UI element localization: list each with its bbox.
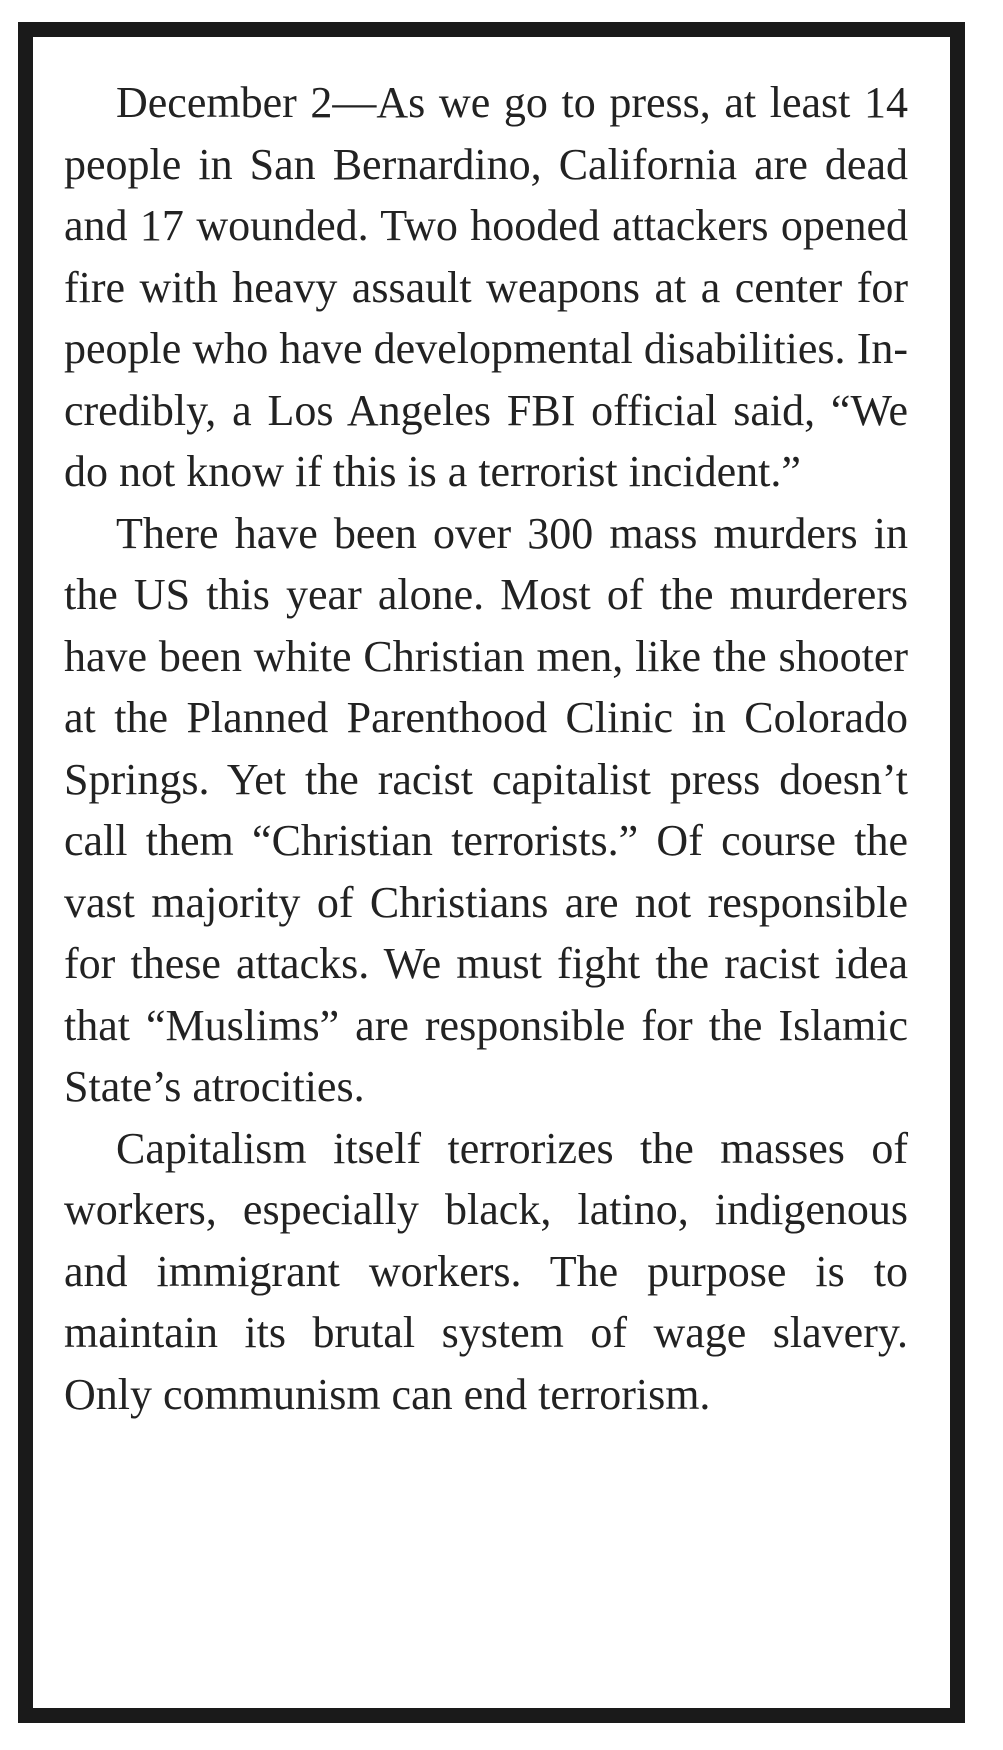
paragraph-1: December 2—As we go to press, at least 14 people in San Bernardino, California are dead and 17 wounded. Two hooded attackers opened fire with heavy assault weapons at a center for people who have developmental disabilities. Incredibly, a Los Angeles FBI official said, “We do not know if this is a terrorist incident.” — [64, 78, 908, 496]
paragraph-3: Capitalism itself terrorizes the masses of workers, especially black, latino, indigenous and immigrant workers. The purpose is to maintain its brutal system of wage slavery. Only communism can end terrorism. — [64, 1123, 908, 1419]
article-text — [64, 72, 908, 1425]
paragraph-2: There have been over 300 mass murders in the US this year alone. Most of the murderers have been white Christian men, like the shooter at the Planned Parenthood Clinic in Colorado Springs. Yet the racist capitalist press doesn’t call them “Christian terrorists.” Of course the vast majority of Christians are not responsible for these attacks. We must fight the racist idea that “Muslims” are responsible for the Islamic State’s atrocities. — [64, 508, 908, 1111]
